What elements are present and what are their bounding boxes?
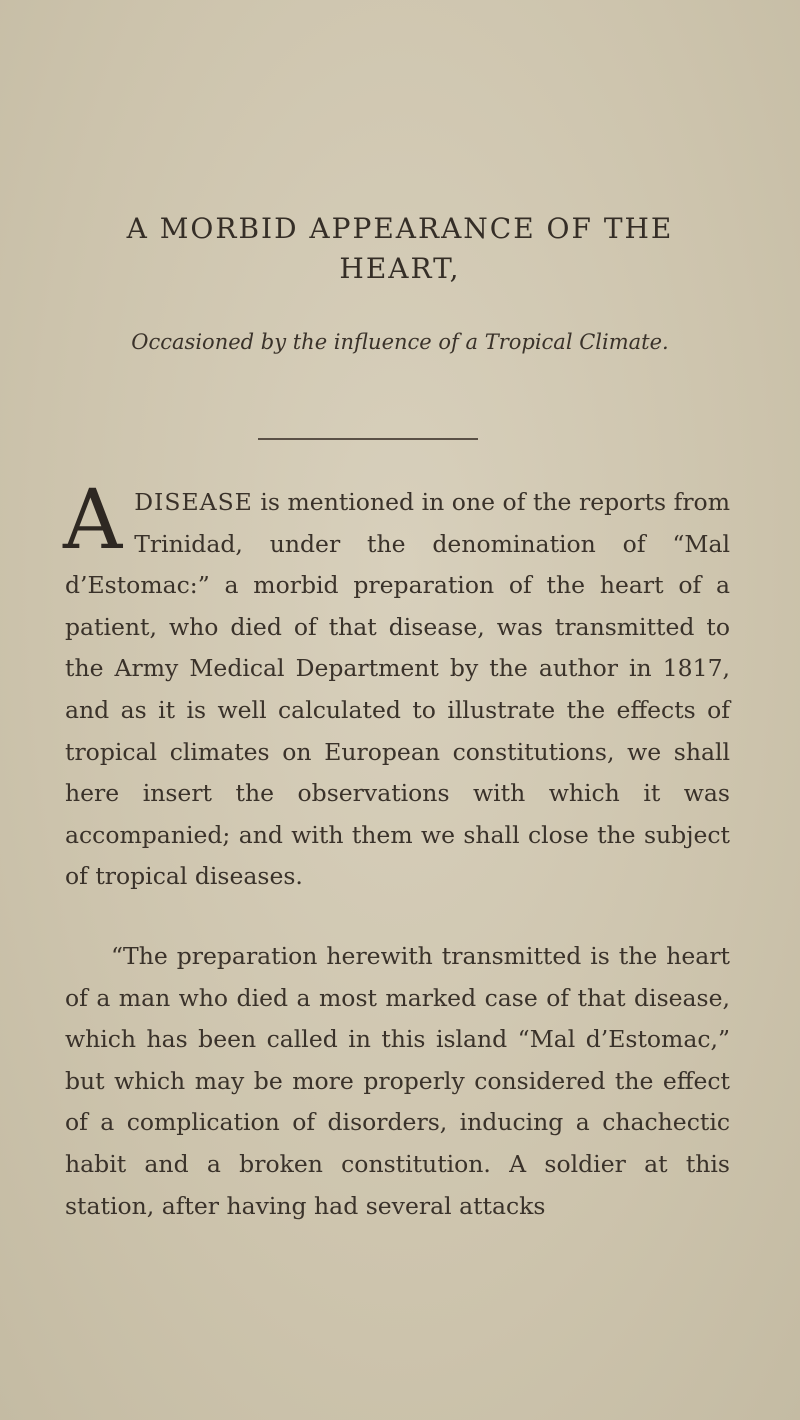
lead-word: DISEASE [134,488,253,516]
paragraph-1-text: is mentioned in one of the reports from Trinidad, under the denomination of “Mal d’Estomac:” a morbid preparation of the heart of a patient, who died of that disease, was transmitted to the Army Medical Department by the author in 1817, and as it is well calculated to illustrate the effects of tropical climates on European constitutions, we shall here insert the observations with which it was accompanied; and with them we shall close the subject of tropical diseases. [65,488,730,891]
paragraph-1 [63,473,730,898]
chapter-subtitle: Occasioned by the influence of a Tropical Climate. [131,330,669,354]
chapter-title-line-1: A MORBID APPEARANCE OF THE [126,212,674,245]
drop-cap: A [63,473,123,568]
section-divider [258,438,478,440]
paragraph-2: “The preparation herewith transmitted is the heart of a man who died a most marked case of that disease, which has been called in this island “Mal d’Estomac,” but which may be more properly considered the effect of a complication of disorders, inducing a chachectic habit and a broken constitution. A soldier at this station, after having had several attacks [65,942,730,1220]
chapter-title-line-2: HEART, [339,252,461,285]
